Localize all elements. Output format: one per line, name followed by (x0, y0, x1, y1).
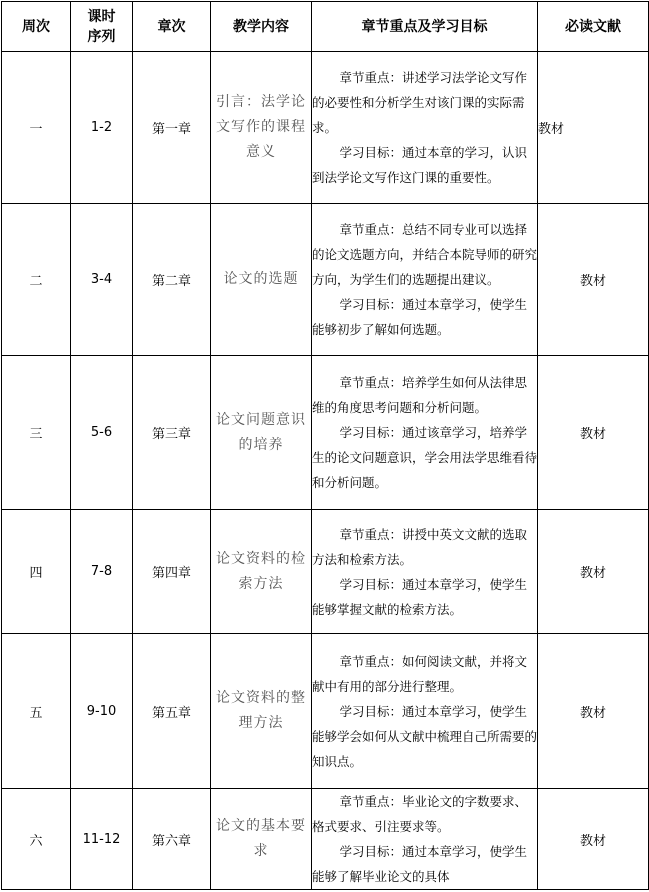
content-cell: 论文问题意识的培养 (211, 356, 312, 510)
chapter-focus: 章节重点：培养学生如何从法律思维的角度思考问题和分析问题。 (312, 375, 528, 415)
reading-cell: 教材 (538, 634, 649, 789)
learning-objective: 学习目标：通过本章学习，使学生能够掌握文献的检索方法。 (312, 576, 528, 617)
table-row (2, 789, 649, 890)
table-row (2, 510, 649, 634)
chapter-focus: 章节重点：讲授中英文文献的选取方法和检索方法。 (312, 526, 528, 567)
goals-cell (312, 204, 538, 356)
header-chapter: 章次 (133, 2, 211, 52)
header-content: 教学内容 (211, 2, 312, 52)
reading-cell: 教材 (538, 510, 649, 634)
week-cell: 六 (2, 789, 71, 890)
content-cell: 引言：法学论文写作的课程意义 (211, 52, 312, 204)
reading-cell: 教材 (538, 789, 649, 890)
reading-cell: 教材 (538, 204, 649, 356)
learning-objective: 学习目标：通过该章学习，培养学生的论文问题意识，学会用法学思维看待和分析问题。 (312, 425, 538, 490)
content-cell: 论文资料的整理方法 (211, 634, 312, 789)
week-cell: 三 (2, 356, 71, 510)
table-row (2, 634, 649, 789)
period-cell: 11-12 (71, 789, 133, 890)
syllabus-table (1, 1, 649, 890)
period-cell: 9-10 (71, 634, 133, 789)
header-goals: 章节重点及学习目标 (312, 2, 538, 52)
week-cell: 二 (2, 204, 71, 356)
goals-cell (312, 52, 538, 204)
chapter-focus: 章节重点：毕业论文的字数要求、格式要求、引注要求等。 (312, 794, 528, 834)
week-cell: 四 (2, 510, 71, 634)
header-week: 周次 (2, 2, 71, 52)
header-period: 课时序列 (71, 2, 133, 52)
goals-cell (312, 356, 538, 510)
content-cell: 论文的基本要求 (211, 789, 312, 890)
table-row (2, 356, 649, 510)
reading-cell: 教材 (538, 52, 649, 204)
table-row (2, 52, 649, 204)
content-cell: 论文资料的检索方法 (211, 510, 312, 634)
goals-cell (312, 634, 538, 789)
chapter-cell: 第五章 (133, 634, 211, 789)
learning-objective: 学习目标：通过本章学习，使学生能够了解毕业论文的具体 (312, 844, 528, 884)
reading-cell: 教材 (538, 356, 649, 510)
header-row (2, 2, 649, 52)
period-cell: 5-6 (71, 356, 133, 510)
header-reading: 必读文献 (538, 2, 649, 52)
chapter-focus: 章节重点：如何阅读文献，并将文献中有用的部分进行整理。 (312, 653, 528, 694)
chapter-cell: 第四章 (133, 510, 211, 634)
chapter-cell: 第三章 (133, 356, 211, 510)
chapter-cell: 第二章 (133, 204, 211, 356)
goals-cell (312, 510, 538, 634)
week-cell: 一 (2, 52, 71, 204)
week-cell: 五 (2, 634, 71, 789)
learning-objective: 学习目标：通过本章学习，使学生能够学会如何从文献中梳理自己所需要的知识点。 (312, 703, 538, 769)
learning-objective: 学习目标：通过本章的学习，认识到法学论文写作这门课的重要性。 (312, 145, 528, 185)
chapter-focus: 章节重点：讲述学习法学论文写作的必要性和分析学生对该门课的实际需求。 (312, 70, 528, 135)
table-row (2, 204, 649, 356)
goals-cell (312, 789, 538, 890)
learning-objective: 学习目标：通过本章学习，使学生能够初步了解如何选题。 (312, 297, 528, 337)
period-cell: 1-2 (71, 52, 133, 204)
chapter-cell: 第六章 (133, 789, 211, 890)
chapter-focus: 章节重点：总结不同专业可以选择的论文选题方向，并结合本院导师的研究方向，为学生们的选题提出建议。 (312, 222, 538, 287)
content-cell: 论文的选题 (211, 204, 312, 356)
period-cell: 3-4 (71, 204, 133, 356)
period-cell: 7-8 (71, 510, 133, 634)
chapter-cell: 第一章 (133, 52, 211, 204)
